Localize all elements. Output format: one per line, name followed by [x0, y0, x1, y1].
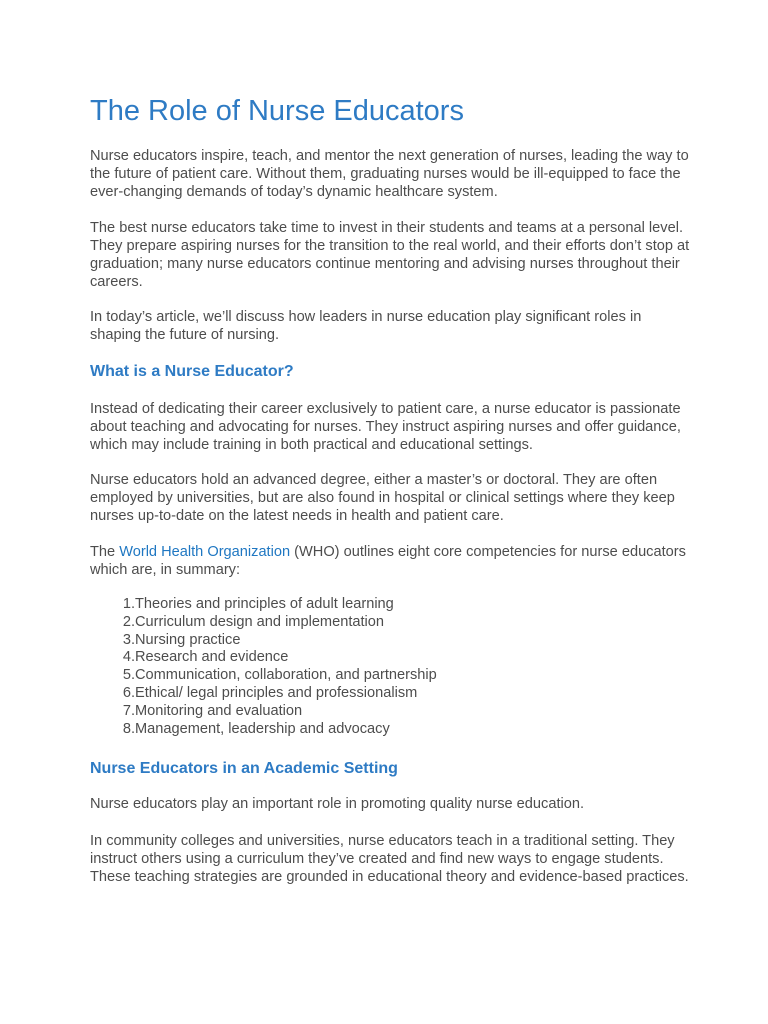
list-item: [90, 614, 437, 632]
intro-paragraph-1: Nurse educators inspire, teach, and mentor the next generation of nurses, leading the way to the future of patient care. Without them, graduating nurses would be ill-equipped to face the ever-changing demands of today’s dynamic healthcare system.: [90, 148, 689, 200]
intro-paragraph-2: The best nurse educators take time to invest in their students and teams at a personal level. They prepare aspiring nurses for the transition to the real world, and their efforts don’t stop at graduation; many nurse educators continue mentoring and advising nurses throughout their careers.: [90, 220, 690, 290]
competencies-list: [90, 596, 437, 738]
list-item-text: Theories and principles of adult learning: [135, 596, 394, 612]
list-item: [90, 632, 437, 650]
section1-paragraph-2: Nurse educators hold an advanced degree, either a master’s or doctoral. They are often employed by universities, but are also found in hospital or clinical settings where they keep nurses up-to-date on the latest needs in health and patient care.: [90, 472, 675, 524]
list-item: [90, 667, 437, 685]
list-item-text: Research and evidence: [135, 649, 289, 666]
who-prefix: The: [90, 544, 120, 560]
who-suffix: (WHO) outlines eight core competencies for nurse educators which are, in summary:: [90, 544, 686, 578]
list-item-text: Ethical/ legal principles and professionalism: [135, 684, 418, 701]
list-item: [90, 685, 437, 703]
list-item-number: 2.: [122, 613, 135, 630]
section1-paragraph-1: Instead of dedicating their career exclusively to patient care, a nurse educator is passionate about teaching and advocating for nurses. They instruct aspiring nurses and offer guidance, which may include training in both practical and educational settings.: [90, 401, 681, 453]
list-item-text: Management, leadership and advocacy: [135, 720, 390, 737]
section2-paragraph-2: In community colleges and universities, nurse educators teach in a traditional setting. They instruct others using a curriculum they’ve created and find new ways to engage students. These teaching strategies are grounded in educational theory and evidence-based practices.: [90, 833, 689, 885]
list-item-number: 3.: [122, 631, 135, 648]
list-item: [90, 703, 437, 721]
list-item-number: 8.: [122, 720, 135, 737]
list-item-number: 7.: [122, 702, 135, 719]
who-paragraph: [90, 543, 690, 579]
intro-paragraph-3: In today’s article, we’ll discuss how leaders in nurse education play significant roles in shaping the future of nursing.: [90, 309, 642, 343]
list-item: [90, 721, 437, 739]
list-item-number: 6.: [122, 684, 135, 701]
section-heading-what-is: What is a Nurse Educator?: [90, 363, 294, 380]
list-item-text: Monitoring and evaluation: [135, 702, 303, 719]
list-item-number: 5.: [122, 667, 135, 684]
list-item-number: 4.: [122, 649, 135, 666]
list-item-text: Nursing practice: [135, 631, 241, 648]
who-link[interactable]: World Health Organization: [119, 544, 291, 560]
list-item: [90, 596, 437, 614]
list-item-text: Curriculum design and implementation: [135, 613, 385, 630]
section2-paragraph-1: Nurse educators play an important role in promoting quality nurse education.: [90, 796, 585, 812]
list-item: [90, 649, 437, 667]
section-heading-academic: Nurse Educators in an Academic Setting: [90, 760, 398, 777]
list-item-text: Communication, collaboration, and partnership: [135, 667, 437, 684]
page-title: The Role of Nurse Educators: [90, 95, 464, 127]
list-item-number: 1.: [122, 596, 135, 612]
